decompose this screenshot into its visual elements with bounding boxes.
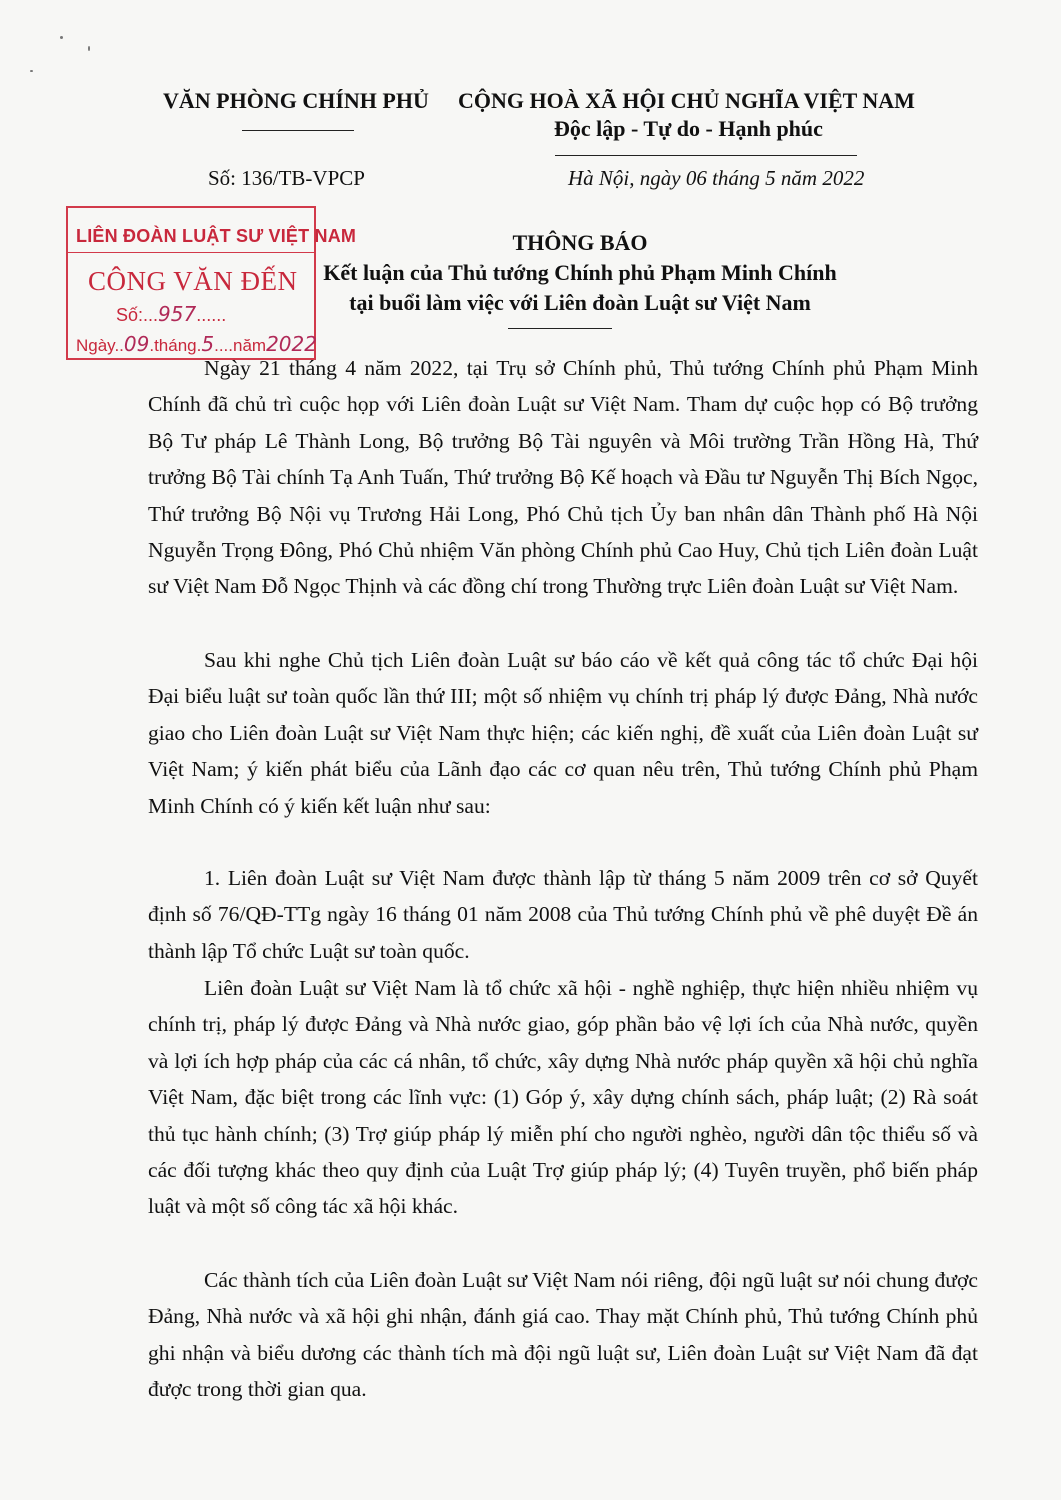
stamp-number-value: 957 — [158, 302, 197, 326]
scan-speck — [60, 36, 63, 39]
national-motto: Độc lập - Tự do - Hạnh phúc — [554, 116, 823, 141]
paragraph-report-summary: Sau khi nghe Chủ tịch Liên đoàn Luật sư báo cáo về kết quả công tác tổ chức Đại hội Đại biểu luật sư toàn quốc lần thứ III; một số nhiệm vụ chính trị pháp lý được Đảng, Nhà nước giao cho Liên đoàn Luật sư Việt Nam thực hiện; các kiến nghị, đề xuất của Liên đoàn Luật sư Việt Nam; ý kiến phát biểu của Lãnh đạo các cơ quan nêu trên, Thủ tướng Chính phủ Phạm Minh Chính có ý kiến kết luận như sau: — [148, 648, 978, 818]
document-number: Số: 136/TB-VPCP — [208, 166, 365, 190]
title-underline — [508, 328, 612, 329]
document-heading: THÔNG BÁO — [512, 230, 648, 255]
agency-underline — [242, 130, 354, 131]
stamp-date-row: Ngày..09.tháng.5....năm2022 — [76, 332, 317, 356]
stamp-month-label: tháng — [154, 336, 197, 355]
scan-speck — [88, 46, 90, 51]
stamp-organization: LIÊN ĐOÀN LUẬT SƯ VIỆT NAM — [76, 226, 357, 246]
motto-underline — [555, 155, 857, 156]
stamp-title: CÔNG VĂN ĐẾN — [88, 266, 298, 296]
country-name: CỘNG HOÀ XÃ HỘI CHỦ NGHĨA VIỆT NAM — [458, 88, 915, 113]
paragraph-meeting-intro: Ngày 21 tháng 4 năm 2022, tại Trụ sở Chính phủ, Thủ tướng Chính phủ Phạm Minh Chính đã chủ trì cuộc họp với Liên đoàn Luật sư Việt Nam. Tham dự cuộc họp có Bộ trưởng Bộ Tư pháp Lê Thành Long, Bộ trưởng Bộ Tài nguyên và Môi trường Trần Hồng Hà, Thứ trưởng Bộ Tài chính Tạ Anh Tuấn, Thứ trưởng Bộ Kế hoạch và Đầu tư Nguyễn Thị Bích Ngọc, Thứ trưởng Bộ Nội vụ Trương Hải Long, Phó Chủ tịch Ủy ban nhân dân Thành phố Hà Nội Nguyễn Trọng Đông, Phó Chủ nhiệm Văn phòng Chính phủ Cao Huy, Chủ tịch Liên đoàn Luật sư Việt Nam Đỗ Ngọc Thịnh và các đồng chí trong Thường trực Liên đoàn Luật sư Việt Nam. — [148, 356, 978, 599]
stamp-divider — [68, 252, 314, 253]
stamp-number-row: Số:...957...... — [116, 302, 227, 326]
paragraph-federation-role: Liên đoàn Luật sư Việt Nam là tổ chức xã hội - nghề nghiệp, thực hiện nhiều nhiệm vụ chính trị, pháp lý được Đảng và Nhà nước giao, góp phần bảo vệ lợi ích của Nhà nước, quyền và lợi ích hợp pháp của các cá nhân, tổ chức, xây dựng Nhà nước pháp quyền xã hội chủ nghĩa Việt Nam, đặc biệt trong các lĩnh vực: (1) Góp ý, xây dựng chính sách, pháp luật; (2) Rà soát thủ tục hành chính; (3) Trợ giúp pháp lý miễn phí cho người nghèo, người dân tộc thiểu số và các đối tượng khác theo quy định của Luật Trợ giúp pháp lý; (4) Tuyên truyền, phổ biến pháp luật và một số công tác xã hội khác. — [148, 976, 978, 1219]
scan-speck — [30, 70, 33, 72]
stamp-month-value: 5 — [201, 332, 215, 356]
paragraph-achievements: Các thành tích của Liên đoàn Luật sư Việt Nam nói riêng, đội ngũ luật sư nói chung được Đảng, Nhà nước và xã hội ghi nhận, đánh giá cao. Thay mặt Chính phủ, Thủ tướng Chính phủ ghi nhận và biểu dương các thành tích mà đội ngũ luật sư, Liên đoàn Luật sư Việt Nam đã đạt được trong thời gian qua. — [148, 1268, 978, 1402]
stamp-day-label: Ngày — [76, 336, 115, 355]
place-date: Hà Nội, ngày 06 tháng 5 năm 2022 — [568, 166, 865, 190]
stamp-day-value: 09 — [123, 332, 150, 356]
title-line-1: Kết luận của Thủ tướng Chính phủ Phạm Minh Chính — [323, 260, 837, 285]
title-line-2: tại buổi làm việc với Liên đoàn Luật sư Việt Nam — [349, 290, 811, 315]
incoming-document-stamp — [66, 206, 357, 360]
stamp-year-label: năm — [233, 336, 267, 355]
paragraph-section-1: 1. Liên đoàn Luật sư Việt Nam được thành lập từ tháng 5 năm 2009 trên cơ sở Quyết định số 76/QĐ-TTg ngày 16 tháng 01 năm 2008 của Thủ tướng Chính phủ về phê duyệt Đề án thành lập Tổ chức Luật sư toàn quốc. — [148, 866, 978, 963]
stamp-number-label: Số: — [116, 305, 144, 325]
stamp-year-value: 2022 — [266, 332, 317, 356]
agency-name: VĂN PHÒNG CHÍNH PHỦ — [163, 88, 429, 113]
